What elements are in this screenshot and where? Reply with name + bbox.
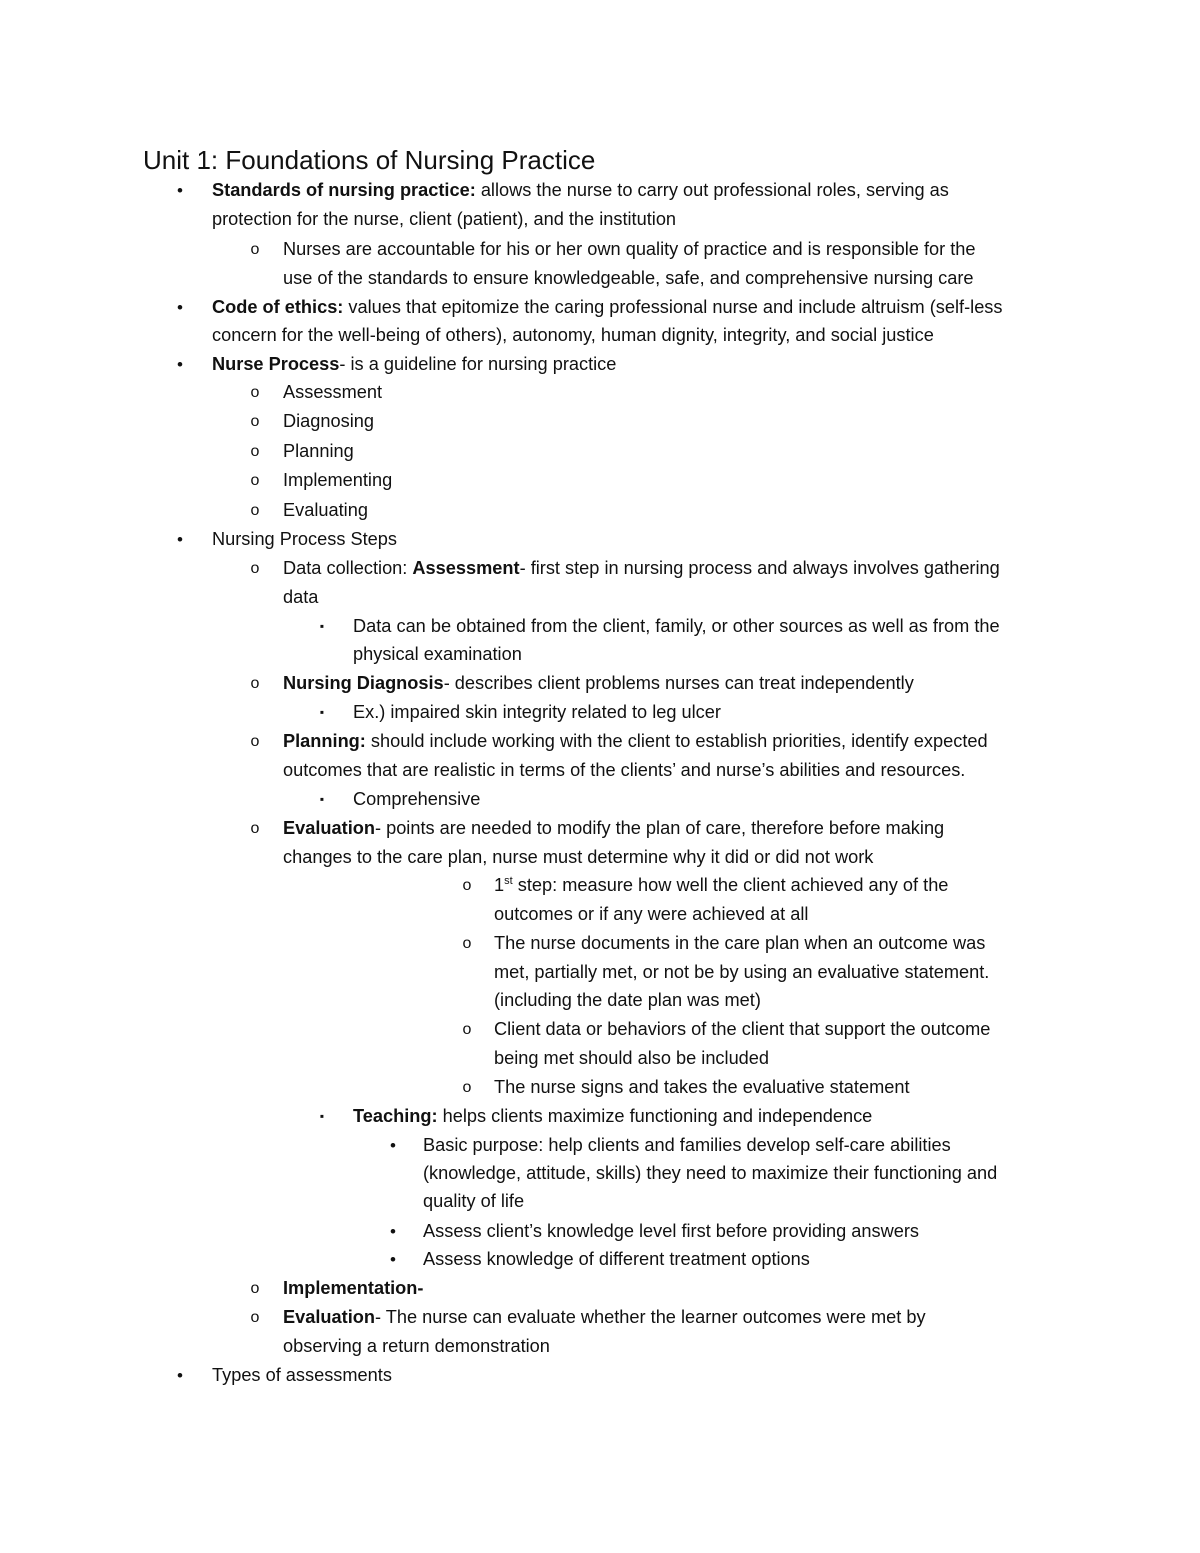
list-item-accountable-cont: use of the standards to ensure knowledgeable, safe, and comprehensive nursing care bbox=[283, 268, 974, 288]
square-marker: ▪ bbox=[319, 792, 325, 806]
term-evaluation: Evaluation bbox=[283, 1307, 375, 1327]
circle-marker: o bbox=[250, 560, 260, 577]
list-item-documents-cont: met, partially met, or not be by using an evaluative statement. bbox=[494, 962, 990, 982]
circle-marker: o bbox=[250, 1309, 260, 1326]
term-evaluation: Evaluation bbox=[283, 818, 375, 838]
bullet-marker: • bbox=[177, 1366, 183, 1385]
bullet-marker: • bbox=[177, 355, 183, 374]
term-nursing-diagnosis: Nursing Diagnosis bbox=[283, 673, 444, 693]
list-item-ethics: Code of ethics: values that epitomize the caring professional nurse and include altruism (self-less bbox=[212, 297, 1003, 317]
list-item-basic-purpose: Basic purpose: help clients and families develop self-care abilities bbox=[423, 1135, 951, 1155]
circle-marker: o bbox=[250, 1280, 260, 1297]
circle-marker: o bbox=[250, 443, 260, 460]
list-item-documents-cont: (including the date plan was met) bbox=[494, 990, 761, 1010]
list-item-first-step: 1st step: measure how well the client achieved any of the bbox=[494, 875, 949, 895]
list-item-data-collection-cont: data bbox=[283, 587, 319, 607]
list-item-signs: The nurse signs and takes the evaluative statement bbox=[494, 1077, 910, 1097]
list-item-documents: The nurse documents in the care plan when an outcome was bbox=[494, 933, 986, 953]
list-item-types: Types of assessments bbox=[212, 1365, 392, 1385]
circle-marker: o bbox=[250, 733, 260, 750]
list-item-step: Diagnosing bbox=[283, 411, 374, 431]
list-item-planning-cont: outcomes that are realistic in terms of the clients’ and nurse’s abilities and resources. bbox=[283, 760, 966, 780]
list-item-diagnosis-example: Ex.) impaired skin integrity related to leg ulcer bbox=[353, 702, 721, 722]
term-assessment: Assessment bbox=[412, 558, 520, 578]
circle-marker: o bbox=[250, 820, 260, 837]
list-item-evaluation: Evaluation- points are needed to modify the plan of care, therefore before making bbox=[283, 818, 945, 838]
bullet-marker: • bbox=[390, 1222, 396, 1241]
list-item-standards: Standards of nursing practice: allows the nurse to carry out professional roles, serving as bbox=[212, 180, 949, 200]
list-item-evaluation-learner-cont: observing a return demonstration bbox=[283, 1336, 550, 1356]
list-item-accountable: Nurses are accountable for his or her own quality of practice and is responsible for the bbox=[283, 239, 976, 259]
list-item-data-collection: Data collection: Assessment- first step in nursing process and always involves gathering bbox=[283, 558, 1000, 578]
bullet-marker: • bbox=[390, 1136, 396, 1155]
list-item-comprehensive: Comprehensive bbox=[353, 789, 481, 809]
bullet-marker: • bbox=[177, 530, 183, 549]
circle-marker: o bbox=[462, 935, 472, 952]
list-item-planning: Planning: should include working with the client to establish priorities, identify expected bbox=[283, 731, 988, 751]
list-item-teaching: Teaching: helps clients maximize functioning and independence bbox=[353, 1106, 873, 1126]
list-item-process-steps: Nursing Process Steps bbox=[212, 529, 397, 549]
list-item-client-data: Client data or behaviors of the client that support the outcome bbox=[494, 1019, 991, 1039]
list-item-data-sources: Data can be obtained from the client, family, or other sources as well as from the bbox=[353, 616, 1000, 636]
circle-marker: o bbox=[462, 1079, 472, 1096]
circle-marker: o bbox=[250, 675, 260, 692]
list-item-evaluation-learner: Evaluation- The nurse can evaluate whether the learner outcomes were met by bbox=[283, 1307, 926, 1327]
circle-marker: o bbox=[462, 1021, 472, 1038]
square-marker: ▪ bbox=[319, 705, 325, 719]
list-item-step: Implementing bbox=[283, 470, 393, 490]
list-item-standards-cont: protection for the nurse, client (patient), and the institution bbox=[212, 209, 677, 229]
bullet-marker: • bbox=[177, 298, 183, 317]
list-item-assess-level: Assess client’s knowledge level first before providing answers bbox=[423, 1221, 920, 1241]
bullet-marker: • bbox=[390, 1250, 396, 1269]
list-item-client-data-cont: being met should also be included bbox=[494, 1048, 770, 1068]
circle-marker: o bbox=[250, 241, 260, 258]
list-item-evaluation-cont: changes to the care plan, nurse must determine why it did or did not work bbox=[283, 847, 874, 867]
list-item-ethics-cont: concern for the well-being of others), autonomy, human dignity, integrity, and social justice bbox=[212, 325, 934, 345]
circle-marker: o bbox=[462, 877, 472, 894]
list-item-basic-purpose-cont: quality of life bbox=[423, 1191, 525, 1211]
bullet-marker: • bbox=[177, 181, 183, 200]
square-marker: ▪ bbox=[319, 1109, 325, 1123]
term-planning: Planning: bbox=[283, 731, 366, 751]
circle-marker: o bbox=[250, 384, 260, 401]
term-implementation: Implementation- bbox=[283, 1278, 424, 1298]
list-item-basic-purpose-cont: (knowledge, attitude, skills) they need to maximize their functioning and bbox=[423, 1163, 998, 1183]
list-item-diagnosis: Nursing Diagnosis- describes client problems nurses can treat independently bbox=[283, 673, 914, 693]
list-item-nurse-process: Nurse Process- is a guideline for nursing practice bbox=[212, 354, 617, 374]
term-nurse-process: Nurse Process bbox=[212, 354, 340, 374]
term-standards: Standards of nursing practice: bbox=[212, 180, 476, 200]
list-item-assess-options: Assess knowledge of different treatment options bbox=[423, 1249, 810, 1269]
circle-marker: o bbox=[250, 472, 260, 489]
circle-marker: o bbox=[250, 502, 260, 519]
list-item-step: Evaluating bbox=[283, 500, 368, 520]
list-item-step: Planning bbox=[283, 441, 354, 461]
list-item-data-sources-cont: physical examination bbox=[353, 644, 522, 664]
list-item-first-step-cont: outcomes or if any were achieved at all bbox=[494, 904, 809, 924]
term-teaching: Teaching: bbox=[353, 1106, 438, 1126]
square-marker: ▪ bbox=[319, 619, 325, 633]
term-ethics: Code of ethics: bbox=[212, 297, 344, 317]
circle-marker: o bbox=[250, 413, 260, 430]
list-item-implementation bbox=[283, 1274, 423, 1303]
list-item-step: Assessment bbox=[283, 382, 383, 402]
page-title: Unit 1: Foundations of Nursing Practice bbox=[143, 145, 596, 175]
